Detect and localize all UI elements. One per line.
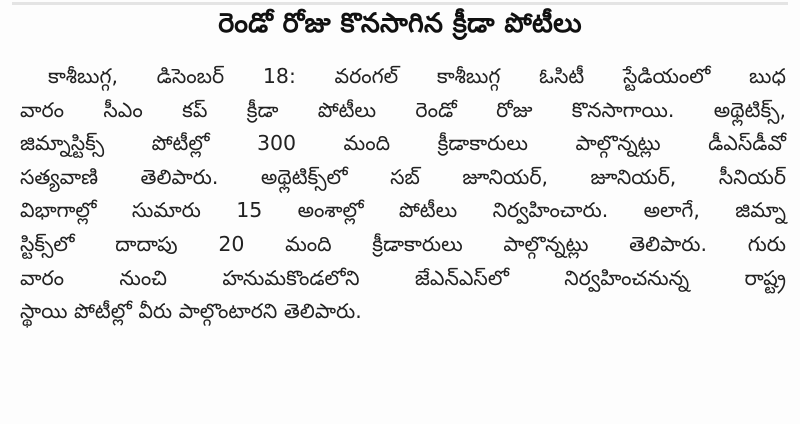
- article-line-3: జిమ్నాస్టిక్స్ పోటీల్లో 300 మంది క్రీడాకారులు పాల్గొన్నట్లు డీఎస్‌డీవో: [20, 131, 786, 156]
- article-line-6: స్టిక్స్‌లో దాదాపు 20 మంది క్రీడాకారులు పాల్గొన్నట్లు తెలిపారు. గురు: [20, 231, 786, 256]
- article-line-5: విభాగాల్లో సుమారు 15 అంశాల్లో పోటీలు నిర్వహించారు. అలాగే, జిమ్నా: [20, 198, 786, 223]
- article-line-1: కాశీబుగ్గ, డిసెంబర్ 18: వరంగల్ కాశీబుగ్గ ఓసిటీ స్టేడియంలో బుధ: [48, 64, 786, 88]
- top-divider: [12, 2, 788, 5]
- article-body: [20, 60, 786, 329]
- article-line-2: వారం సీఎం కప్ క్రీడా పోటీలు రెండో రోజు కొనసాగాయి. అథ్లెటిక్స్,: [20, 97, 786, 122]
- article-headline: రెండో రోజు కొనసాగిన క్రీడా పోటీలు: [218, 8, 582, 39]
- article-line-8: స్థాయి పోటీల్లో వీరు పాల్గొంటారని తెలిపారు.: [20, 299, 362, 324]
- article-line-4: సత్యవాణి తెలిపారు. అథ్లెటిక్స్‌లో సబ్ జూనియర్, జూనియర్, సీనియర్: [20, 164, 786, 189]
- article-line-7: వారం నుంచి హనుమకొండలోని జేఎన్ఎస్‌లో నిర్వహించనున్న రాష్ట్ర: [20, 265, 786, 290]
